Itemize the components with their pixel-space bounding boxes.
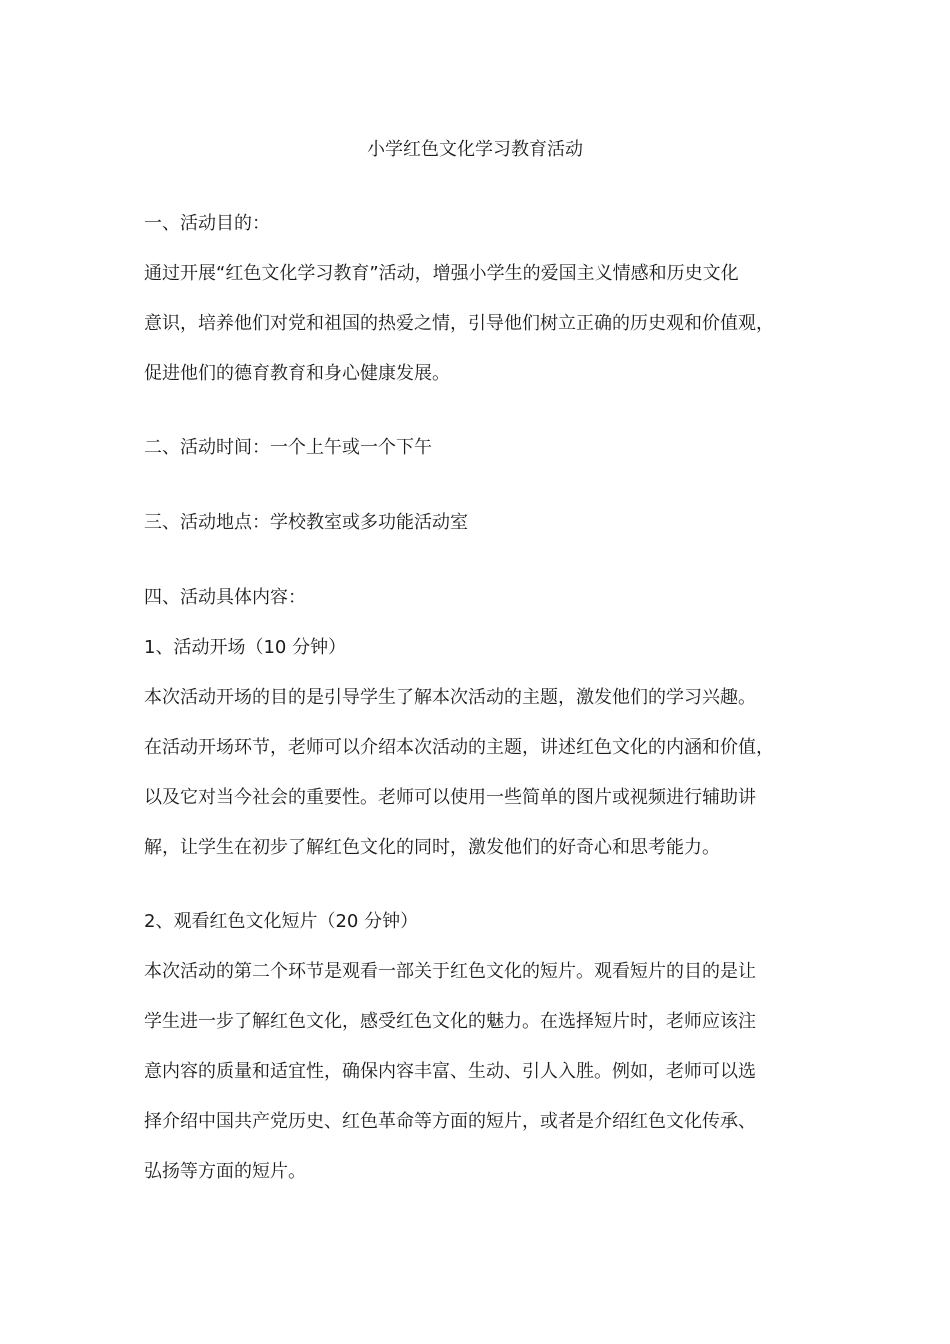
document-title: 小学红色文化学习教育活动 — [367, 139, 583, 160]
subsection-heading-opening: 1、活动开场（10 分钟） — [144, 637, 347, 658]
paragraph-line: 弘扬等方面的短片。 — [144, 1161, 306, 1182]
subsection-heading-film: 2、观看红色文化短片（20 分钟） — [144, 911, 419, 932]
paragraph-line: 本次活动的第二个环节是观看一部关于红色文化的短片。观看短片的目的是让 — [144, 961, 756, 982]
section-heading-purpose: 一、活动目的： — [144, 213, 270, 234]
paragraph-line: 意识，培养他们对党和祖国的热爱之情，引导他们树立正确的历史观和价值观， — [144, 313, 774, 334]
section-heading-content: 四、活动具体内容： — [144, 587, 306, 608]
paragraph-line: 以及它对当今社会的重要性。老师可以使用一些简单的图片或视频进行辅助讲 — [144, 787, 756, 808]
section-heading-location: 三、活动地点：学校教室或多功能活动室 — [144, 512, 468, 533]
paragraph-line: 意内容的质量和适宜性，确保内容丰富、生动、引人入胜。例如，老师可以选 — [144, 1061, 756, 1082]
paragraph-line: 促进他们的德育教育和身心健康发展。 — [144, 363, 450, 384]
paragraph-line: 择介绍中国共产党历史、红色革命等方面的短片，或者是介绍红色文化传承、 — [144, 1111, 756, 1132]
paragraph-line: 本次活动开场的目的是引导学生了解本次活动的主题，激发他们的学习兴趣。 — [144, 687, 756, 708]
paragraph-line: 通过开展“红色文化学习教育”活动，增强小学生的爱国主义情感和历史文化 — [144, 263, 739, 284]
paragraph-line: 学生进一步了解红色文化，感受红色文化的魅力。在选择短片时，老师应该注 — [144, 1011, 756, 1032]
section-heading-time: 二、活动时间：一个上午或一个下午 — [144, 437, 432, 458]
paragraph-line: 在活动开场环节，老师可以介绍本次活动的主题，讲述红色文化的内涵和价值， — [144, 737, 774, 758]
paragraph-line: 解，让学生在初步了解红色文化的同时，激发他们的好奇心和思考能力。 — [144, 837, 720, 858]
